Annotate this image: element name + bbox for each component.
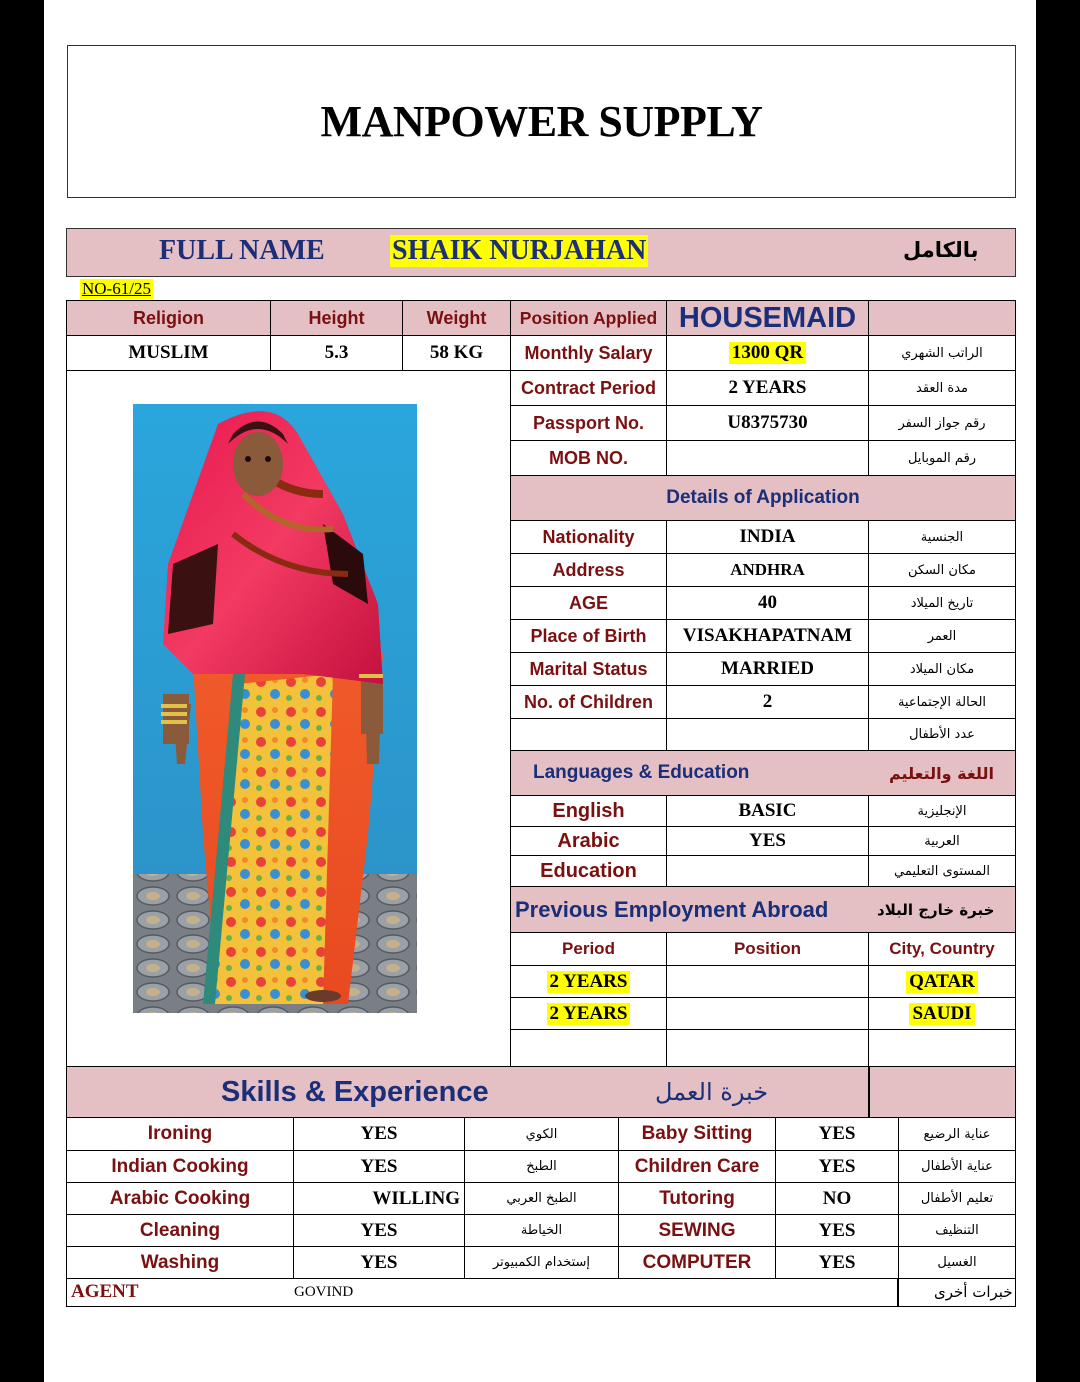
passport-no-value: U8375730 [666,405,869,441]
english-arabic: الإنجليزية [868,795,1016,827]
nationality-label: Nationality [510,520,667,554]
skill-baby-sitting-label: Baby Sitting [618,1117,776,1151]
place-of-birth-value: VISAKHAPATNAM [666,619,869,653]
agent-row [66,1278,1016,1307]
children-count-arabic: عدد الأطفال [868,718,1016,751]
employment-col-period: Period [510,932,667,966]
skill-arabic-cooking-label: Arabic Cooking [66,1182,294,1215]
children-label: No. of Children [510,685,667,719]
blank-detail-label [510,718,667,751]
languages-header-label: Languages & Education [533,762,750,783]
skill-tutoring-label: Tutoring [618,1182,776,1215]
children-arabic: الحالة الإجتماعية [868,685,1016,719]
skill-washing-arabic: إستخدام الكمبيوتر [464,1246,619,1279]
age-arabic: تاريخ الميلاد [868,586,1016,620]
agent-divider [897,1278,899,1307]
skill-children-care-arabic: عناية الأطفال [898,1150,1016,1183]
employment-col-city: City, Country [868,932,1016,966]
monthly-salary-arabic: الراتب الشهري [868,335,1016,371]
children-value: 2 [666,685,869,719]
full-name-arabic: بالكامل [903,238,979,262]
skill-ironing-value: YES [293,1117,465,1151]
employment-place-2: SAUDI [868,997,1016,1030]
skill-cleaning-label: Cleaning [66,1214,294,1247]
document-page [44,0,1036,1382]
skills-header [66,1066,1016,1118]
skill-washing-label: Washing [66,1246,294,1279]
other-experience-arabic: خبرات أخرى [934,1283,1013,1301]
contract-period-label: Contract Period [510,370,667,406]
candidate-photo [133,404,417,1013]
contract-period-value: 2 YEARS [666,370,869,406]
mob-no-value [666,440,869,476]
employment-col-position: Position [666,932,869,966]
place-of-birth-arabic: العمر [868,619,1016,653]
arabic-arabic: العربية [868,826,1016,856]
employment-blank-1 [510,1029,667,1067]
marital-status-value: MARRIED [666,652,869,686]
skill-washing-value: YES [293,1246,465,1279]
age-label: AGE [510,586,667,620]
place-of-birth-label: Place of Birth [510,619,667,653]
skill-computer-arabic: الغسيل [898,1246,1016,1279]
height-value: 5.3 [270,335,403,371]
age-value: 40 [666,586,869,620]
address-label: Address [510,553,667,587]
languages-header [510,750,1016,796]
skill-computer-label: COMPUTER [618,1246,776,1279]
marital-status-arabic: مكان الميلاد [868,652,1016,686]
position-applied-value: HOUSEMAID [666,300,869,336]
education-arabic: المستوى التعليمي [868,855,1016,887]
skill-computer-value: YES [775,1246,899,1279]
position-applied-blank [868,300,1016,336]
skill-sewing-value: YES [775,1214,899,1247]
skill-tutoring-arabic: تعليم الأطفال [898,1182,1016,1215]
skill-children-care-label: Children Care [618,1150,776,1183]
employment-blank-3 [868,1029,1016,1067]
employment-period-1: 2 YEARS [510,965,667,998]
marital-status-label: Marital Status [510,652,667,686]
agent-label: AGENT [71,1281,139,1302]
education-value [666,855,869,887]
employment-period-2: 2 YEARS [510,997,667,1030]
skill-sewing-arabic: التنظيف [898,1214,1016,1247]
employment-header-arabic: خبرة خارج البلاد [877,900,995,919]
skill-baby-sitting-arabic: عناية الرضيع [898,1117,1016,1151]
blank-detail-value [666,718,869,751]
skill-sewing-label: SEWING [618,1214,776,1247]
skill-indian-cooking-arabic: الطبخ [464,1150,619,1183]
skill-cleaning-arabic: الخياطة [464,1214,619,1247]
reference-number: NO-61/25 [82,279,151,298]
skill-children-care-value: YES [775,1150,899,1183]
details-header: Details of Application [510,475,1016,521]
weight-header: Weight [402,300,511,336]
full-name-label: FULL NAME [159,235,325,266]
english-value: BASIC [666,795,869,827]
nationality-value: INDIA [666,520,869,554]
employment-position-2 [666,997,869,1030]
english-label: English [510,795,667,827]
skill-ironing-arabic: الكوي [464,1117,619,1151]
mob-no-label: MOB NO. [510,440,667,476]
employment-position-1 [666,965,869,998]
skill-indian-cooking-value: YES [293,1150,465,1183]
skill-arabic-cooking-value: WILLING [293,1182,465,1215]
skills-header-arabic: خبرة العمل [655,1078,769,1106]
skills-header-divider [868,1067,870,1117]
contract-period-arabic: مدة العقد [868,370,1016,406]
address-value: ANDHRA [666,553,869,587]
religion-header: Religion [66,300,271,336]
religion-value: MUSLIM [66,335,271,371]
skills-header-label: Skills & Experience [221,1076,489,1108]
passport-no-arabic: رقم جواز السفر [868,405,1016,441]
monthly-salary-value: 1300 QR [666,335,869,371]
page-title: MANPOWER SUPPLY [320,97,763,146]
skill-arabic-cooking-arabic: الطبخ العربي [464,1182,619,1215]
agent-value: GOVIND [294,1284,354,1300]
employment-header-label: Previous Employment Abroad [515,896,829,922]
full-name-row [66,228,1016,277]
employment-blank-2 [666,1029,869,1067]
employment-place-1: QATAR [868,965,1016,998]
monthly-salary-label: Monthly Salary [510,335,667,371]
arabic-label: Arabic [510,826,667,856]
address-arabic: مكان السكن [868,553,1016,587]
title-box [67,45,1016,198]
full-name-value: SHAIK NURJAHAN [392,235,647,266]
passport-no-label: Passport No. [510,405,667,441]
skill-indian-cooking-label: Indian Cooking [66,1150,294,1183]
height-header: Height [270,300,403,336]
nationality-arabic: الجنسية [868,520,1016,554]
skill-tutoring-value: NO [775,1182,899,1215]
skill-baby-sitting-value: YES [775,1117,899,1151]
skill-cleaning-value: YES [293,1214,465,1247]
skill-ironing-label: Ironing [66,1117,294,1151]
position-applied-label: Position Applied [510,300,667,336]
mob-no-arabic: رقم الموبايل [868,440,1016,476]
languages-header-arabic: اللغة والتعليم [889,763,994,783]
weight-value: 58 KG [402,335,511,371]
employment-header [510,886,1016,933]
education-label: Education [510,855,667,887]
arabic-value: YES [666,826,869,856]
